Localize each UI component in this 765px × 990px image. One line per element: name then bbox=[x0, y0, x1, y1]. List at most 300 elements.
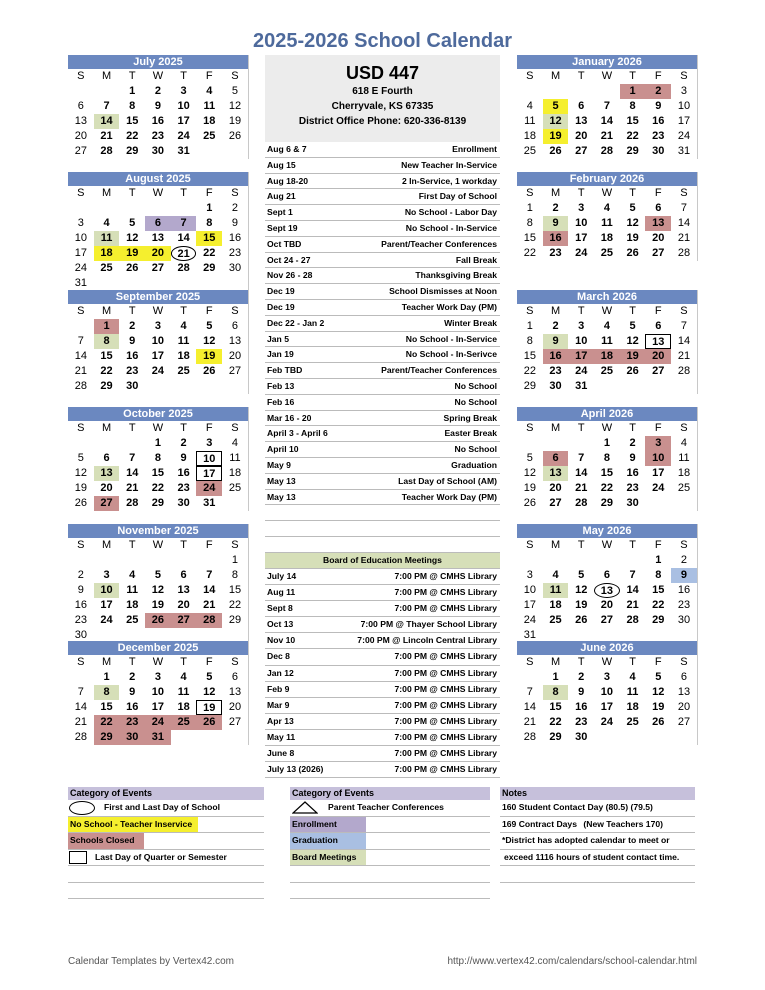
weekday-label: S bbox=[77, 656, 85, 668]
week-row bbox=[68, 613, 248, 628]
day-cell: 22 bbox=[228, 599, 242, 611]
weekday-label: M bbox=[550, 656, 561, 668]
legend-enrollment-label: Enrollment bbox=[290, 817, 366, 833]
day-cell: 11 bbox=[626, 686, 639, 698]
week-row bbox=[517, 715, 697, 730]
day-cell: 21 bbox=[626, 599, 639, 611]
month-calendar bbox=[68, 407, 249, 511]
week-row bbox=[517, 685, 697, 700]
day-cell: 30 bbox=[228, 262, 242, 274]
day-cell: 4 bbox=[629, 671, 636, 683]
day-cell: 16 bbox=[74, 599, 87, 611]
day-cell: 18 bbox=[600, 232, 614, 244]
day-cell: 7 bbox=[578, 452, 585, 464]
day-cell: 9 bbox=[543, 216, 569, 231]
legend-no-school-inservice bbox=[68, 817, 264, 834]
day-cell: 19 bbox=[228, 115, 242, 127]
notes-line3: *District has adopted calendar to meet or bbox=[500, 833, 695, 850]
week-row bbox=[517, 481, 697, 496]
week-row bbox=[517, 598, 697, 613]
event-desc: Thanksgiving Break bbox=[415, 270, 497, 281]
event-row bbox=[265, 474, 500, 490]
day-cell: 27 bbox=[549, 497, 562, 509]
week-row bbox=[68, 201, 248, 216]
meeting-location: 7:00 PM @ CMHS Library bbox=[394, 748, 497, 759]
week-row bbox=[517, 730, 697, 745]
event-desc: Last Day of School (AM) bbox=[398, 475, 497, 486]
weekday-label: T bbox=[180, 187, 187, 199]
day-cell: 13 bbox=[677, 686, 691, 698]
day-cell: 12 bbox=[626, 335, 639, 347]
day-cell: 6 bbox=[543, 451, 569, 466]
day-cell bbox=[594, 553, 620, 568]
meeting-date: Mar 9 bbox=[267, 699, 290, 710]
day-cell: 24 bbox=[196, 481, 222, 496]
day-cell: 25 bbox=[523, 145, 536, 157]
day-cell: 7 bbox=[680, 320, 688, 332]
day-cell: 28 bbox=[600, 145, 614, 157]
board-meeting-row bbox=[265, 682, 500, 698]
week-row bbox=[68, 246, 248, 261]
day-cell: 10 bbox=[575, 335, 588, 347]
day-cell bbox=[568, 84, 594, 99]
event-desc: No School - Labor Day bbox=[404, 207, 497, 218]
day-cell bbox=[119, 201, 145, 216]
district-info bbox=[265, 55, 500, 142]
event-date: Aug 18-20 bbox=[267, 175, 309, 186]
event-row bbox=[265, 221, 500, 237]
day-cell: 5 bbox=[206, 320, 213, 332]
weekday-label: F bbox=[205, 70, 213, 82]
weekday-label: W bbox=[601, 187, 613, 199]
weekday-label: T bbox=[128, 422, 136, 434]
week-row bbox=[517, 451, 697, 466]
board-meeting-row bbox=[265, 730, 500, 746]
day-cell: 13 bbox=[94, 466, 120, 481]
day-cell: 6 bbox=[655, 320, 662, 332]
weekday-label: S bbox=[231, 422, 239, 434]
day-cell: 28 bbox=[74, 731, 87, 743]
day-cell: 13 bbox=[177, 584, 190, 596]
day-cell: 24 bbox=[677, 130, 691, 142]
day-cell: 5 bbox=[578, 569, 585, 581]
weekday-label: W bbox=[152, 422, 164, 434]
event-date: Dec 19 bbox=[267, 286, 295, 297]
weekday-label: T bbox=[577, 70, 585, 82]
day-cell: 12 bbox=[74, 467, 87, 479]
events-list bbox=[265, 142, 500, 553]
weekday-label: T bbox=[577, 187, 585, 199]
month-calendar bbox=[68, 290, 249, 394]
event-date: Dec 19 bbox=[267, 301, 295, 312]
weekday-label: T bbox=[128, 656, 136, 668]
week-row bbox=[517, 436, 697, 451]
board-meeting-row bbox=[265, 714, 500, 730]
event-desc: No School bbox=[454, 444, 497, 455]
week-row bbox=[68, 261, 248, 276]
month-title: September 2025 bbox=[68, 290, 248, 304]
day-cell: 9 bbox=[180, 452, 187, 464]
weekday-label: S bbox=[77, 422, 85, 434]
month-calendar bbox=[517, 172, 698, 261]
day-cell: 25 bbox=[203, 130, 216, 142]
event-date: Oct TBD bbox=[267, 238, 302, 249]
day-cell: 26 bbox=[549, 145, 562, 157]
legend-events-2 bbox=[290, 787, 490, 899]
day-cell: 26 bbox=[652, 716, 665, 728]
weekday-label: W bbox=[152, 70, 164, 82]
day-cell: 14 bbox=[575, 467, 588, 479]
meeting-date: June 8 bbox=[267, 748, 295, 759]
meeting-location: 7:00 PM @ CMHS Library bbox=[394, 571, 497, 581]
weekday-label: W bbox=[152, 539, 164, 551]
day-cell: 28 bbox=[626, 614, 639, 626]
weekday-label: W bbox=[152, 305, 164, 317]
weekday-label: T bbox=[629, 187, 636, 199]
day-cell: 4 bbox=[129, 569, 136, 581]
day-cell: 30 bbox=[626, 497, 639, 509]
day-cell: 5 bbox=[206, 671, 213, 683]
day-cell bbox=[517, 84, 543, 99]
day-cell: 22 bbox=[600, 482, 614, 494]
day-cell: 24 bbox=[523, 614, 536, 626]
weekday-label: W bbox=[152, 656, 164, 668]
event-row bbox=[265, 205, 500, 221]
day-cell: 1 bbox=[154, 437, 161, 449]
day-cell: 17 bbox=[177, 115, 190, 127]
day-cell bbox=[119, 436, 145, 451]
week-row bbox=[517, 231, 697, 246]
weekday-label: T bbox=[180, 539, 187, 551]
weekday-label: S bbox=[680, 305, 688, 317]
day-cell: 22 bbox=[523, 247, 536, 259]
month-calendar bbox=[517, 407, 698, 511]
weekday-header bbox=[517, 538, 697, 553]
day-cell: 15 bbox=[100, 701, 113, 713]
day-cell: 2 bbox=[77, 569, 84, 581]
weekday-label: S bbox=[680, 656, 688, 668]
day-cell bbox=[68, 319, 94, 334]
event-row bbox=[265, 426, 500, 442]
month-title: May 2026 bbox=[517, 524, 697, 538]
day-cell: 18 bbox=[523, 130, 536, 142]
day-cell: 13 bbox=[645, 216, 671, 231]
day-cell: 3 bbox=[578, 202, 585, 214]
day-cell: 17 bbox=[523, 599, 536, 611]
day-cell bbox=[171, 379, 197, 394]
day-cell: 14 bbox=[126, 467, 139, 479]
day-cell: 25 bbox=[626, 716, 639, 728]
day-cell: 10 bbox=[523, 584, 536, 596]
day-cell: 21 bbox=[203, 599, 216, 611]
week-row bbox=[68, 334, 248, 349]
week-row bbox=[68, 481, 248, 496]
week-row bbox=[517, 379, 697, 394]
notes-heading: Notes bbox=[500, 787, 695, 800]
day-cell bbox=[620, 379, 646, 394]
event-desc: Enrollment bbox=[452, 144, 497, 154]
district-name: USD 447 bbox=[345, 63, 420, 83]
weekday-label: S bbox=[77, 187, 85, 199]
day-cell bbox=[222, 496, 248, 511]
day-cell: 8 bbox=[129, 100, 136, 112]
day-cell: 4 bbox=[180, 671, 187, 683]
day-cell: 11 bbox=[543, 583, 569, 598]
day-cell: 7 bbox=[680, 202, 688, 214]
day-cell: 4 bbox=[603, 320, 610, 332]
day-cell: 6 bbox=[145, 216, 171, 231]
weekday-header bbox=[517, 304, 697, 319]
weekday-label: F bbox=[205, 656, 213, 668]
day-cell: 20 bbox=[549, 482, 562, 494]
day-cell: 24 bbox=[575, 247, 588, 259]
week-row bbox=[68, 319, 248, 334]
day-cell: 31 bbox=[677, 145, 691, 157]
day-cell: 2 bbox=[154, 85, 161, 97]
weekday-label: M bbox=[550, 187, 561, 199]
board-meeting-row bbox=[265, 601, 500, 617]
day-cell: 19 bbox=[620, 349, 646, 364]
day-cell: 6 bbox=[180, 569, 187, 581]
weekday-label: F bbox=[205, 539, 213, 551]
day-cell bbox=[196, 730, 222, 745]
day-cell: 13 bbox=[645, 334, 671, 349]
day-cell: 14 bbox=[203, 584, 216, 596]
day-cell: 21 bbox=[523, 716, 536, 728]
day-cell: 11 bbox=[229, 452, 241, 464]
day-cell: 2 bbox=[645, 84, 671, 99]
day-cell: 9 bbox=[655, 100, 662, 112]
day-cell: 11 bbox=[678, 452, 690, 464]
weekday-label: T bbox=[180, 305, 187, 317]
day-cell: 15 bbox=[626, 115, 639, 127]
day-cell: 21 bbox=[74, 716, 87, 728]
day-cell: 5 bbox=[655, 671, 662, 683]
weekday-label: S bbox=[526, 656, 534, 668]
event-row bbox=[265, 158, 500, 174]
weekday-label: F bbox=[205, 305, 213, 317]
day-cell: 20 bbox=[652, 232, 665, 244]
board-meeting-row bbox=[265, 762, 500, 778]
footer-right[interactable]: http://www.vertex42.com/calendars/school-calendar.html bbox=[447, 956, 697, 967]
day-cell bbox=[645, 496, 671, 511]
day-cell bbox=[119, 276, 145, 291]
page-title: 2025-2026 School Calendar bbox=[252, 30, 512, 52]
day-cell: 18 bbox=[177, 350, 190, 362]
day-cell bbox=[119, 553, 145, 568]
day-cell: 7 bbox=[206, 569, 213, 581]
day-cell: 17 bbox=[677, 115, 691, 127]
week-row bbox=[68, 129, 248, 144]
day-cell: 28 bbox=[100, 145, 113, 157]
day-cell: 29 bbox=[523, 380, 536, 392]
legend-quarter bbox=[68, 850, 264, 867]
week-row bbox=[517, 613, 697, 628]
day-cell: 17 bbox=[600, 701, 614, 713]
week-row bbox=[68, 276, 248, 291]
day-cell bbox=[222, 730, 248, 745]
day-cell: 6 bbox=[603, 569, 610, 581]
day-cell: 16 bbox=[652, 115, 665, 127]
square-icon bbox=[69, 851, 87, 864]
day-cell: 2 bbox=[552, 202, 559, 214]
day-cell: 27 bbox=[652, 247, 665, 259]
weekday-label: M bbox=[101, 422, 112, 434]
day-cell: 26 bbox=[203, 365, 216, 377]
day-cell: 1 bbox=[526, 202, 533, 214]
day-cell: 20 bbox=[145, 246, 171, 261]
event-date: Oct 24 - 27 bbox=[267, 254, 311, 265]
day-cell bbox=[620, 730, 646, 745]
day-cell: 14 bbox=[74, 350, 87, 362]
meeting-location: 7:00 PM @ CMHS Library bbox=[394, 699, 497, 710]
day-cell bbox=[222, 144, 248, 159]
day-cell: 14 bbox=[677, 335, 691, 347]
event-date: Dec 22 - Jan 2 bbox=[267, 317, 325, 328]
day-cell: 26 bbox=[126, 262, 139, 274]
day-cell: 3 bbox=[77, 217, 84, 229]
day-cell: 1 bbox=[620, 84, 646, 99]
day-cell: 22 bbox=[94, 715, 120, 730]
weekday-label: S bbox=[526, 539, 534, 551]
day-cell: 18 bbox=[177, 701, 190, 713]
weekday-label: M bbox=[101, 656, 112, 668]
month-calendar bbox=[517, 290, 698, 394]
meeting-location: 7:00 PM @ CMHS Library bbox=[394, 587, 497, 598]
day-cell: 2 bbox=[129, 671, 136, 683]
week-row bbox=[68, 730, 248, 745]
triangle-icon bbox=[292, 801, 318, 814]
day-cell: 10 bbox=[575, 217, 588, 229]
day-cell: 25 bbox=[549, 614, 562, 626]
day-cell: 9 bbox=[578, 686, 585, 698]
notes bbox=[500, 787, 695, 883]
week-row bbox=[517, 670, 697, 685]
legend-closed-label: Schools Closed bbox=[68, 833, 144, 849]
day-cell: 1 bbox=[552, 671, 559, 683]
day-cell: 30 bbox=[119, 730, 145, 745]
day-cell: 5 bbox=[526, 452, 533, 464]
weekday-label: T bbox=[128, 539, 136, 551]
meeting-location: 7:00 PM @ CMHS Library bbox=[394, 651, 497, 662]
weekday-label: T bbox=[629, 70, 636, 82]
day-cell: 20 bbox=[600, 599, 614, 611]
day-cell: 15 bbox=[600, 467, 614, 479]
day-cell: 1 bbox=[129, 85, 136, 97]
weekday-header bbox=[517, 421, 697, 436]
weekday-label: W bbox=[601, 305, 613, 317]
week-row bbox=[517, 568, 697, 583]
weekday-label: S bbox=[680, 70, 688, 82]
weekday-label: T bbox=[629, 422, 636, 434]
day-cell: 16 bbox=[575, 701, 588, 713]
day-cell: 11 bbox=[94, 231, 120, 246]
legend-enrollment bbox=[290, 817, 490, 834]
weekday-label: F bbox=[654, 305, 662, 317]
day-cell bbox=[543, 436, 569, 451]
day-cell: 7 bbox=[77, 335, 84, 347]
month-calendar bbox=[517, 55, 698, 159]
board-meeting-row bbox=[265, 666, 500, 682]
day-cell bbox=[145, 201, 171, 216]
day-cell: 22 bbox=[100, 365, 113, 377]
day-cell: 23 bbox=[119, 715, 145, 730]
meeting-location: 7:00 PM @ CMHS Library bbox=[394, 731, 497, 742]
weekday-label: S bbox=[680, 539, 688, 551]
day-cell bbox=[196, 553, 222, 568]
day-cell: 25 bbox=[600, 247, 614, 259]
day-cell: 21 bbox=[100, 130, 113, 142]
event-date: Feb 16 bbox=[267, 396, 295, 407]
event-desc: No School - In-Service bbox=[405, 222, 497, 233]
day-cell: 5 bbox=[629, 320, 636, 332]
weekday-header bbox=[517, 655, 697, 670]
day-cell: 21 bbox=[677, 232, 691, 244]
day-cell: 31 bbox=[575, 380, 588, 392]
day-cell bbox=[222, 276, 248, 291]
day-cell bbox=[94, 553, 120, 568]
day-cell: 5 bbox=[154, 569, 161, 581]
day-cell: 22 bbox=[203, 247, 216, 259]
day-cell: 19 bbox=[196, 700, 222, 715]
board-meeting-row bbox=[265, 617, 500, 633]
event-desc: New Teacher In-Service bbox=[401, 159, 497, 170]
event-desc: School Dismisses at Noon bbox=[389, 286, 497, 297]
day-cell: 6 bbox=[231, 671, 239, 683]
day-cell: 28 bbox=[177, 262, 190, 274]
day-cell: 19 bbox=[652, 701, 665, 713]
day-cell: 14 bbox=[600, 115, 614, 127]
day-cell bbox=[196, 144, 222, 159]
day-cell: 28 bbox=[523, 731, 536, 743]
event-row bbox=[265, 442, 500, 458]
day-cell: 17 bbox=[652, 467, 665, 479]
month-calendar bbox=[68, 55, 249, 159]
day-cell bbox=[68, 553, 94, 568]
day-cell bbox=[94, 201, 120, 216]
day-cell: 24 bbox=[145, 715, 171, 730]
weekday-header bbox=[68, 421, 248, 436]
day-cell: 29 bbox=[100, 380, 113, 392]
meeting-date: July 14 bbox=[267, 571, 297, 581]
weekday-label: S bbox=[680, 187, 688, 199]
day-cell bbox=[671, 379, 697, 394]
event-date: Jan 19 bbox=[267, 349, 294, 360]
weekday-label: S bbox=[526, 422, 534, 434]
day-cell bbox=[543, 84, 569, 99]
day-cell: 9 bbox=[231, 217, 239, 229]
day-cell bbox=[171, 553, 197, 568]
day-cell: 23 bbox=[626, 482, 639, 494]
notes-line1: 160 Student Contact Day (80.5) (79.5) bbox=[500, 800, 695, 817]
day-cell: 5 bbox=[543, 99, 569, 114]
day-cell: 11 bbox=[177, 686, 190, 698]
weekday-header bbox=[68, 655, 248, 670]
day-cell: 12 bbox=[151, 584, 165, 596]
weekday-label: S bbox=[77, 539, 85, 551]
day-cell: 4 bbox=[552, 569, 559, 581]
week-row bbox=[517, 364, 697, 379]
event-date: Aug 21 bbox=[267, 191, 296, 202]
day-cell: 16 bbox=[126, 701, 139, 713]
day-cell: 7 bbox=[603, 100, 610, 112]
day-cell: 12 bbox=[626, 217, 639, 229]
day-cell: 10 bbox=[600, 686, 614, 698]
meeting-location: 7:00 PM @ CMHS Library bbox=[394, 715, 497, 726]
day-cell: 3 bbox=[154, 671, 161, 683]
footer-left[interactable]: Calendar Templates by Vertex42.com bbox=[68, 956, 235, 967]
week-row bbox=[68, 84, 248, 99]
